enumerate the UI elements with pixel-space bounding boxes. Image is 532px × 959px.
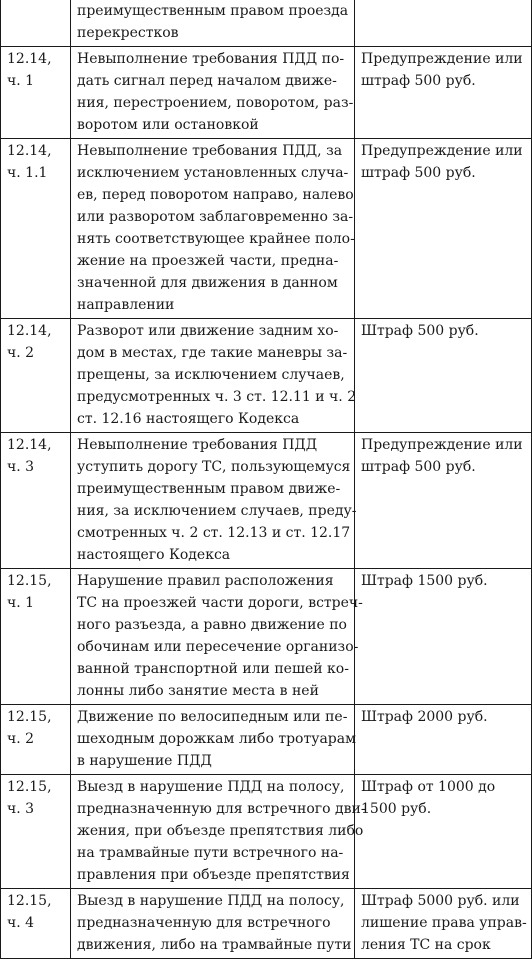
penalty-text-line: Штраф 5000 руб. или: [361, 893, 520, 909]
table-row: [1, 705, 532, 775]
article-text-line: 12.14,: [7, 51, 52, 67]
penalty-text-line: Предупреждение или: [361, 437, 523, 453]
violation-text-line: Невыполнение требования ПДД: [77, 437, 318, 453]
table-row: [1, 775, 532, 889]
violation-text-line: Невыполнение требования ПДД по-: [77, 51, 345, 67]
table-row: [1, 433, 532, 569]
article-cell: [1, 319, 71, 433]
violation-cell: [71, 47, 355, 139]
violation-cell: [71, 433, 355, 569]
article-text-line: 12.14,: [7, 437, 52, 453]
article-text-line: 12.14,: [7, 323, 52, 339]
penalty-cell: [355, 0, 532, 47]
penalty-text-line: штраф 500 руб.: [361, 165, 476, 181]
article-text-line: ч. 3: [7, 801, 35, 817]
article-cell: [1, 139, 71, 319]
article-cell: [1, 705, 71, 775]
article-text-line: 12.15,: [7, 893, 52, 909]
penalty-text-line: 1500 руб.: [361, 801, 432, 817]
violation-text-line: Нарушение правил расположения: [77, 573, 334, 589]
article-text-line: ч. 4: [7, 915, 35, 931]
violation-text-line: правления при объезде препятствия: [77, 867, 350, 883]
article-text-line: ч. 1: [7, 73, 35, 89]
violation-text-line: движения, либо на трамвайные пути: [77, 937, 352, 953]
violation-text-line: исключением установленных случа-: [77, 165, 349, 181]
penalty-cell: [355, 47, 532, 139]
violation-text-line: дать сигнал перед началом движе-: [77, 73, 337, 89]
penalty-text-line: Штраф 1500 руб.: [361, 573, 488, 589]
table-row: [1, 139, 532, 319]
violation-text-line: преимущественным правом движе-: [77, 481, 341, 497]
penalty-text-line: Штраф 500 руб.: [361, 323, 479, 339]
article-text-line: 12.15,: [7, 779, 52, 795]
violation-text-line: уступить дорогу ТС, пользующемуся: [77, 459, 351, 475]
violation-cell: [71, 0, 355, 47]
violation-text-line: ния, перестроением, поворотом, раз-: [77, 95, 354, 111]
article-cell: [1, 0, 71, 47]
violation-text-line: смотренных ч. 2 ст. 12.13 и ст. 12.17: [77, 525, 351, 541]
penalty-text-line: Предупреждение или: [361, 143, 523, 159]
violation-text-line: Разворот или движение задним хо-: [77, 323, 339, 339]
violation-text-line: ния, за исключением случаев, преду-: [77, 503, 357, 519]
violation-text-line: Невыполнение требования ПДД, за: [77, 143, 343, 159]
violation-text-line: в нарушение ПДД: [77, 753, 212, 769]
violation-text-line: на трамвайные пути встречного на-: [77, 845, 344, 861]
table-row: [1, 319, 532, 433]
violation-cell: [71, 775, 366, 889]
violation-text-line: перекрестков: [77, 25, 179, 41]
violation-text-line: прещены, за исключением случаев,: [77, 367, 345, 383]
violation-text-line: шеходным дорожкам либо тротуарам: [77, 731, 357, 747]
violation-text-line: Движение по велосипедным или пе-: [77, 709, 348, 725]
penalty-cell: [355, 139, 532, 319]
penalty-cell: [355, 775, 532, 889]
article-text-line: ч. 1: [7, 595, 35, 611]
violation-cell: [71, 139, 355, 319]
article-cell: [1, 775, 71, 889]
penalty-cell: [355, 705, 532, 775]
violation-text-line: настоящего Кодекса: [77, 547, 231, 563]
violation-text-line: или разворотом заблаговременно за-: [77, 209, 354, 225]
table-row: [1, 889, 532, 959]
violation-text-line: Выезд в нарушение ПДД на полосу,: [77, 779, 345, 795]
violation-text-line: ванной транспортной или пешей ко-: [77, 661, 349, 677]
violation-text-line: предназначенную для встречного дви-: [77, 801, 366, 817]
violation-text-line: дом в местах, где такие маневры за-: [77, 345, 348, 361]
violation-cell: [71, 705, 355, 775]
penalty-text-line: ления ТС на срок: [361, 937, 491, 953]
violation-text-line: ев, перед поворотом направо, налево: [77, 187, 354, 203]
violation-cell: [71, 319, 355, 433]
violation-text-line: воротом или остановкой: [77, 117, 259, 133]
violation-text-line: нять соответствующее крайнее поло-: [77, 231, 355, 247]
article-text-line: 12.15,: [7, 709, 52, 725]
violation-cell: [71, 889, 355, 959]
penalty-text-line: Штраф от 1000 до: [361, 779, 496, 795]
penalty-cell: [355, 569, 532, 705]
article-text-line: 12.15,: [7, 573, 52, 589]
article-text-line: ч. 1.1: [7, 165, 48, 181]
violation-text-line: предусмотренных ч. 3 ст. 12.11 и ч. 2: [77, 389, 357, 405]
article-text-line: ч. 2: [7, 731, 35, 747]
article-text-line: ч. 2: [7, 345, 35, 361]
penalties-table-body: [1, 0, 532, 959]
penalty-text-line: Предупреждение или: [361, 51, 523, 67]
violation-text-line: жение на проезжей части, предна-: [77, 253, 339, 269]
penalty-cell: [355, 433, 532, 569]
penalty-text-line: штраф 500 руб.: [361, 459, 476, 475]
violation-text-line: направлении: [77, 297, 175, 313]
violation-text-line: ного разъезда, а равно движение по: [77, 617, 347, 633]
violation-text-line: обочинам или пересечение организо-: [77, 639, 359, 655]
table-row: [1, 0, 532, 47]
violation-text-line: предназначенную для встречного: [77, 915, 331, 931]
penalty-text-line: лишение права управ-: [361, 915, 527, 931]
violation-text-line: преимущественным правом проезда: [77, 3, 349, 19]
article-cell: [1, 47, 71, 139]
violation-text-line: жения, при объезде препятствия либо: [77, 823, 364, 839]
table-row: [1, 47, 532, 139]
article-cell: [1, 889, 71, 959]
penalty-text-line: Штраф 2000 руб.: [361, 709, 488, 725]
article-cell: [1, 433, 71, 569]
violation-text-line: лонны либо занятие места в ней: [77, 683, 319, 699]
article-text-line: 12.14,: [7, 143, 52, 159]
violation-text-line: Выезд в нарушение ПДД на полосу,: [77, 893, 345, 909]
violation-cell: [71, 569, 363, 705]
article-cell: [1, 569, 71, 705]
violation-text-line: ст. 12.16 настоящего Кодекса: [77, 411, 300, 427]
table-row: [1, 569, 532, 705]
article-text-line: ч. 3: [7, 459, 35, 475]
violation-text-line: ТС на проезжей части дороги, встреч-: [77, 595, 363, 611]
violation-text-line: значенной для движения в данном: [77, 275, 338, 291]
penalty-cell: [355, 319, 532, 433]
penalty-cell: [355, 889, 532, 959]
penalty-text-line: штраф 500 руб.: [361, 73, 476, 89]
